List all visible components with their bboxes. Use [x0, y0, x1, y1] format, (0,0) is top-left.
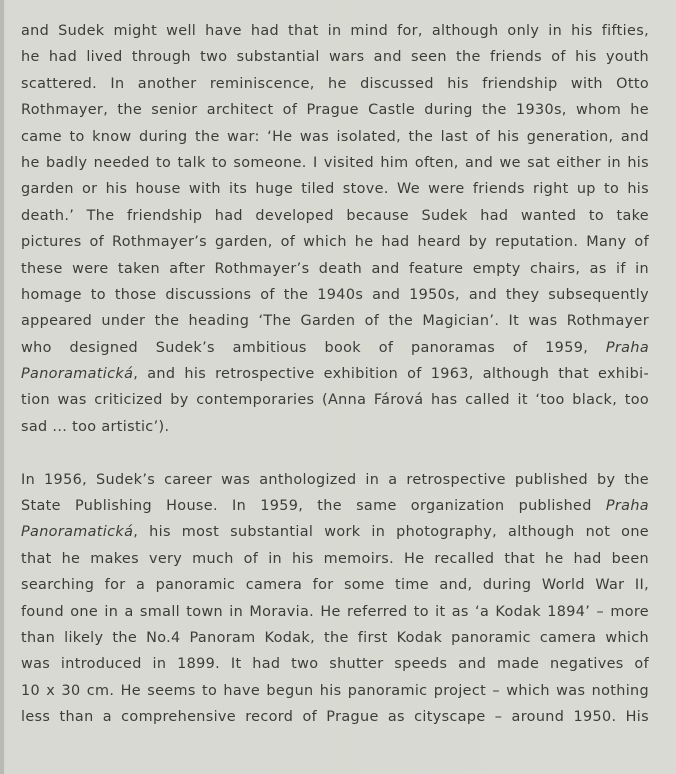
- italic-book-title: Praha: [605, 498, 649, 515]
- text-line: Rothmayer, the senior architect of Prague Castle during the 1930s, whom he: [21, 102, 649, 119]
- paragraph-1: [21, 18, 649, 440]
- body-text: [21, 18, 649, 731]
- text-segment: State Publishing House. In 1959, the same organization published: [21, 498, 592, 515]
- text-line: that he makes very much of in his memoirs. He recalled that he had been: [21, 550, 649, 567]
- text-line: death.’ The friendship had developed because Sudek had wanted to take: [21, 207, 649, 224]
- text-segment: who designed Sudek’s ambitious book of panoramas of 1959,: [21, 339, 589, 356]
- italic-book-title: Praha: [605, 339, 649, 356]
- text-line: found one in a small town in Moravia. He referred to it as ‘a Kodak 1894’ – more: [21, 603, 649, 620]
- text-line: [21, 519, 649, 545]
- paragraph-2: [21, 467, 649, 731]
- text-line: came to know during the war: ‘He was isolated, the last of his generation, and: [21, 128, 649, 145]
- text-line: sad ... too artistic’).: [21, 418, 170, 435]
- text-line: searching for a panoramic camera for some time and, during World War II,: [21, 577, 649, 594]
- text-segment: , and his retrospective exhibition of 1963, although that exhibi-: [133, 366, 649, 383]
- text-line: than likely the No.4 Panoram Kodak, the first Kodak panoramic camera which: [21, 629, 649, 646]
- text-line: scattered. In another reminiscence, he discussed his friendship with Otto: [21, 75, 649, 92]
- text-line: [21, 335, 649, 361]
- text-line: he had lived through two substantial wars and seen the friends of his youth: [21, 49, 649, 66]
- paragraph-gap: [21, 440, 649, 466]
- text-line: pictures of Rothmayer’s garden, of which he had heard by reputation. Many of: [21, 234, 649, 251]
- text-line: he badly needed to talk to someone. I visited him often, and we sat either in his: [21, 154, 649, 171]
- text-line: appeared under the heading ‘The Garden of the Magician’. It was Rothmayer: [21, 313, 649, 330]
- text-line: [21, 361, 649, 387]
- italic-book-title: Panoramatická: [21, 524, 134, 541]
- text-line: was introduced in 1899. It had two shutter speeds and made negatives of: [21, 656, 649, 673]
- text-line: homage to those discussions of the 1940s and 1950s, and they subsequently: [21, 286, 649, 303]
- italic-book-title: Panoramatická: [21, 366, 134, 383]
- text-line: less than a comprehensive record of Prague as cityscape – around 1950. His: [21, 709, 649, 726]
- text-line: 10 x 30 cm. He seems to have begun his panoramic project – which was nothing: [21, 682, 649, 699]
- page-spine-shadow: [0, 0, 4, 774]
- text-line: tion was criticized by contemporaries (Anna Fárová has called it ‘too black, too: [21, 392, 649, 409]
- text-line: In 1956, Sudek’s career was anthologized in a retrospective published by the: [21, 471, 649, 488]
- text-line: and Sudek might well have had that in mind for, although only in his fifties,: [21, 23, 649, 39]
- text-line: these were taken after Rothmayer’s death and feature empty chairs, as if in: [21, 260, 649, 277]
- text-line: [21, 493, 649, 519]
- text-segment: , his most substantial work in photography, although not one: [133, 524, 649, 541]
- text-line: garden or his house with its huge tiled stove. We were friends right up to his: [21, 181, 649, 198]
